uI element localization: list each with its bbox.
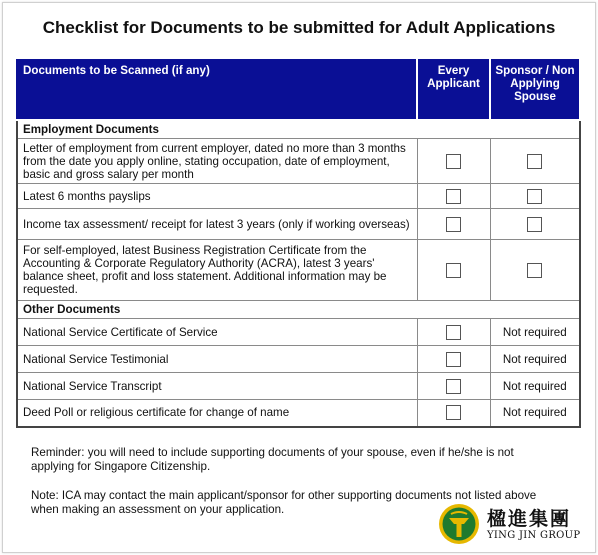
page-title: Checklist for Documents to be submitted for Adult Applications bbox=[42, 18, 556, 37]
logo-english-name: YING JIN GROUP bbox=[487, 530, 581, 541]
table-row bbox=[17, 209, 580, 240]
sponsor-not-required: Not required bbox=[490, 319, 580, 346]
sponsor-checkbox[interactable] bbox=[527, 217, 542, 232]
sponsor-checkbox[interactable] bbox=[527, 189, 542, 204]
section-other-documents bbox=[17, 301, 580, 319]
row-description: National Service Testimonial bbox=[17, 346, 417, 373]
section-title: Other Documents bbox=[17, 301, 580, 319]
logo-chinese-name: 楹進集團 bbox=[487, 508, 572, 530]
header-sponsor-spouse: Sponsor / Non Applying Spouse bbox=[490, 60, 580, 120]
table-row bbox=[17, 184, 580, 209]
table-row bbox=[17, 400, 580, 427]
row-description: Latest 6 months payslips bbox=[17, 184, 417, 209]
reminder-note: Reminder: you will need to include supporting documents of your spouse, even if he/she is not applying for Singapore Citizenship. bbox=[31, 446, 514, 473]
table-header-row bbox=[17, 60, 580, 120]
table-row bbox=[17, 373, 580, 400]
row-description: Letter of employment from current employer, dated no more than 3 months from the date you apply online, stating occupation, date of employment, basic and gross salary per month bbox=[17, 139, 417, 184]
applicant-checkbox[interactable] bbox=[446, 217, 461, 232]
applicant-checkbox[interactable] bbox=[446, 352, 461, 367]
sponsor-not-required: Not required bbox=[490, 400, 580, 427]
applicant-checkbox[interactable] bbox=[446, 263, 461, 278]
ica-note: Note: ICA may contact the main applicant/sponsor for other supporting documents not listed above when making an assessment on your application. bbox=[31, 489, 537, 516]
row-description: National Service Transcript bbox=[17, 373, 417, 400]
table-row bbox=[17, 346, 580, 373]
header-every-applicant: Every Applicant bbox=[417, 60, 490, 120]
table-row bbox=[17, 319, 580, 346]
sponsor-not-required: Not required bbox=[490, 373, 580, 400]
row-description: For self-employed, latest Business Registration Certificate from the Accounting & Corporate Regulatory Authority (ACRA), latest 3 years' balance sheet, profit and loss statement. Additional information may be requested. bbox=[17, 240, 417, 301]
applicant-checkbox[interactable] bbox=[446, 325, 461, 340]
applicant-checkbox[interactable] bbox=[446, 379, 461, 394]
company-logo bbox=[437, 500, 593, 548]
row-description: National Service Certificate of Service bbox=[17, 319, 417, 346]
documents-checklist-table bbox=[16, 59, 581, 428]
table-row bbox=[17, 240, 580, 301]
applicant-checkbox[interactable] bbox=[446, 189, 461, 204]
sponsor-not-required: Not required bbox=[490, 346, 580, 373]
section-title: Employment Documents bbox=[17, 120, 580, 139]
sponsor-checkbox[interactable] bbox=[527, 154, 542, 169]
row-description: Income tax assessment/ receipt for latest 3 years (only if working overseas) bbox=[17, 209, 417, 240]
sponsor-checkbox[interactable] bbox=[527, 263, 542, 278]
section-employment-documents bbox=[17, 120, 580, 139]
row-description: Deed Poll or religious certificate for change of name bbox=[17, 400, 417, 427]
table-row bbox=[17, 139, 580, 184]
ying-jin-emblem-icon bbox=[437, 502, 481, 546]
header-documents: Documents to be Scanned (if any) bbox=[17, 60, 417, 120]
applicant-checkbox[interactable] bbox=[446, 154, 461, 169]
applicant-checkbox[interactable] bbox=[446, 405, 461, 420]
